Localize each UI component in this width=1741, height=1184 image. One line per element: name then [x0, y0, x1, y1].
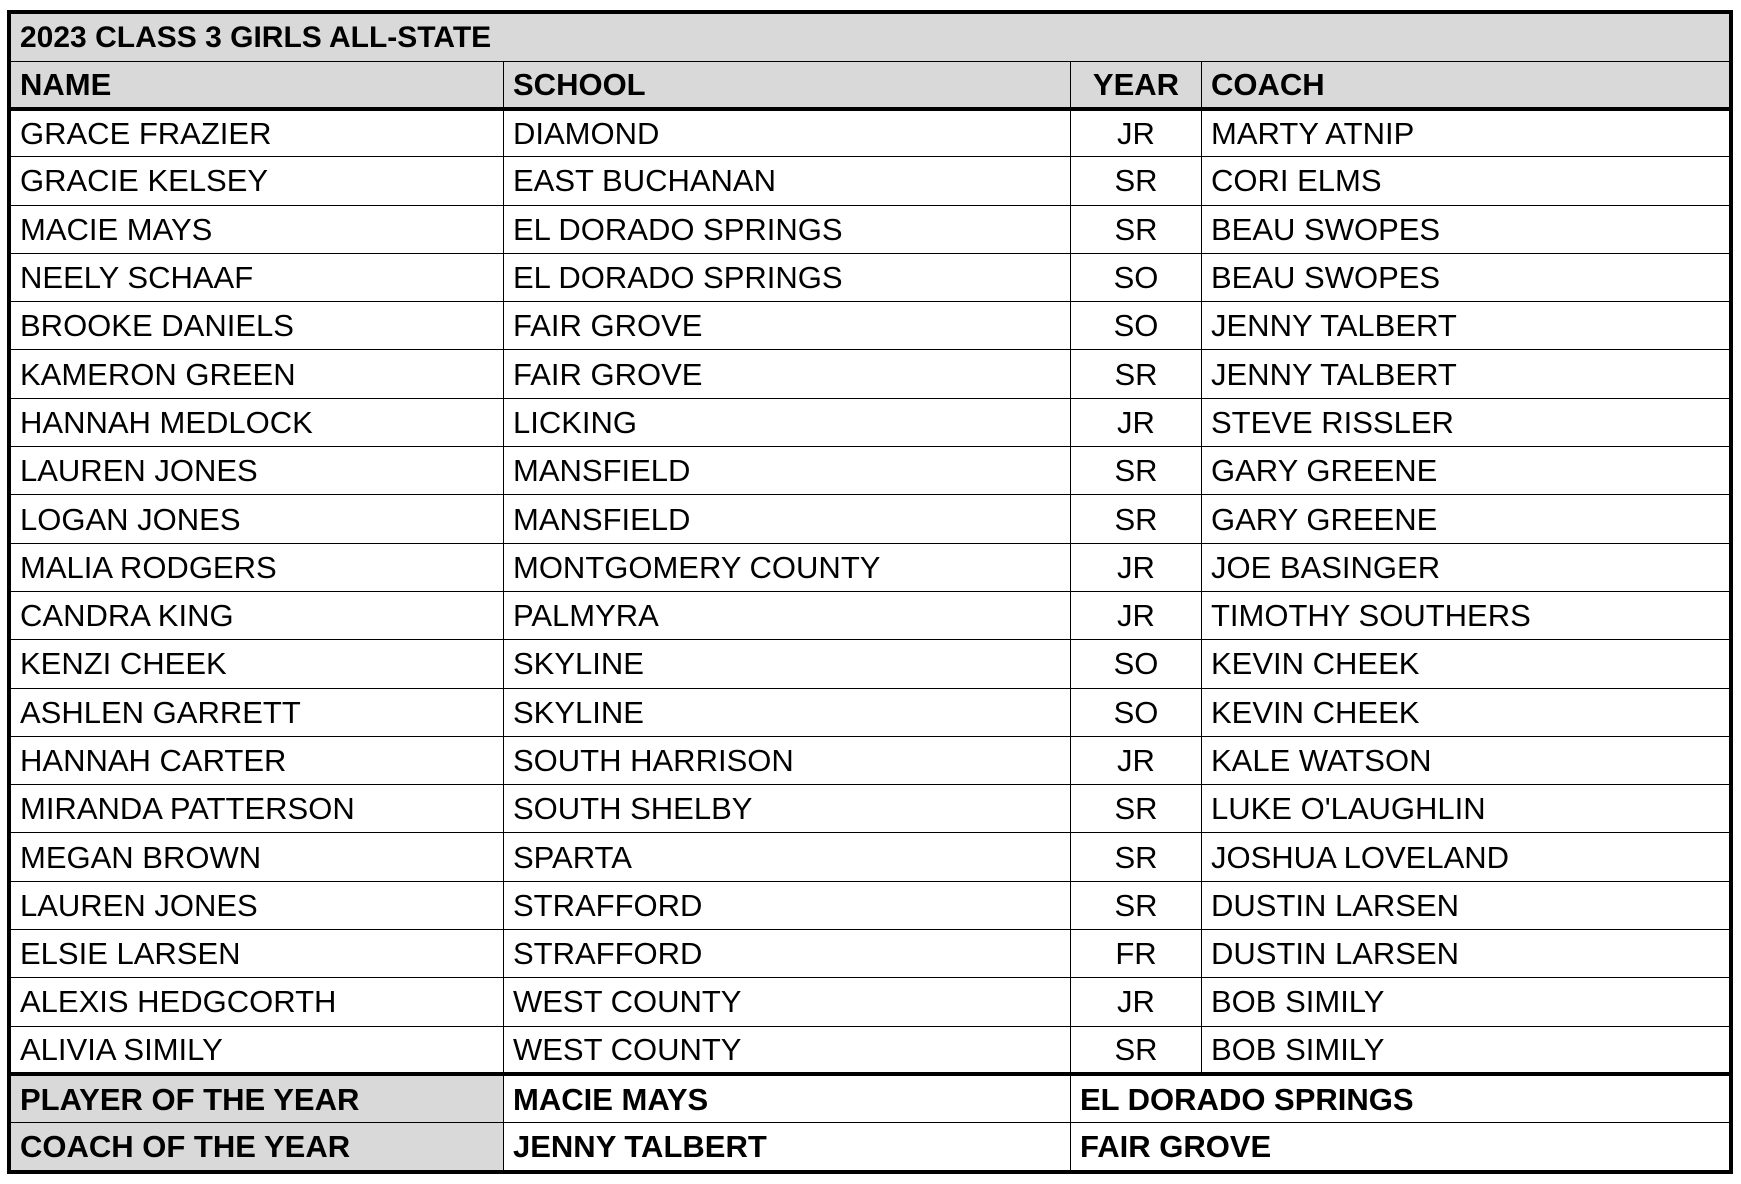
- table-title: 2023 CLASS 3 GIRLS ALL-STATE: [11, 14, 1730, 62]
- year-cell: SR: [1071, 350, 1202, 398]
- school-cell: STRAFFORD: [504, 930, 1071, 978]
- column-header-name: NAME: [11, 62, 504, 109]
- school-cell: SKYLINE: [504, 688, 1071, 736]
- table-row: [11, 109, 1730, 157]
- year-cell: JR: [1071, 736, 1202, 784]
- table-row: [11, 785, 1730, 833]
- table-row: [11, 495, 1730, 543]
- school-cell: EL DORADO SPRINGS: [504, 205, 1071, 253]
- table-row: [11, 398, 1730, 446]
- year-cell: SR: [1071, 881, 1202, 929]
- player-name-cell: KENZI CHEEK: [11, 640, 504, 688]
- year-cell: SR: [1071, 785, 1202, 833]
- player-name-cell: MEGAN BROWN: [11, 833, 504, 881]
- school-cell: MANSFIELD: [504, 495, 1071, 543]
- school-cell: LICKING: [504, 398, 1071, 446]
- table-row: [11, 253, 1730, 301]
- coach-cell: KEVIN CHEEK: [1202, 688, 1730, 736]
- school-cell: EL DORADO SPRINGS: [504, 253, 1071, 301]
- school-cell: WEST COUNTY: [504, 978, 1071, 1026]
- table-row: [11, 350, 1730, 398]
- player-name-cell: ASHLEN GARRETT: [11, 688, 504, 736]
- awards-body: [11, 1074, 1730, 1170]
- column-header-year: YEAR: [1071, 62, 1202, 109]
- school-cell: SOUTH HARRISON: [504, 736, 1071, 784]
- coach-cell: JOSHUA LOVELAND: [1202, 833, 1730, 881]
- player-name-cell: NEELY SCHAAF: [11, 253, 504, 301]
- award-label: PLAYER OF THE YEAR: [11, 1074, 504, 1122]
- school-cell: FAIR GROVE: [504, 350, 1071, 398]
- award-label: COACH OF THE YEAR: [11, 1122, 504, 1170]
- all-state-sheet: [7, 10, 1733, 1174]
- table-row: [11, 591, 1730, 639]
- title-row: [11, 14, 1730, 62]
- school-cell: DIAMOND: [504, 109, 1071, 157]
- school-cell: MONTGOMERY COUNTY: [504, 543, 1071, 591]
- school-cell: WEST COUNTY: [504, 1026, 1071, 1074]
- player-name-cell: LAUREN JONES: [11, 881, 504, 929]
- player-name-cell: HANNAH CARTER: [11, 736, 504, 784]
- coach-cell: BEAU SWOPES: [1202, 205, 1730, 253]
- coach-cell: BEAU SWOPES: [1202, 253, 1730, 301]
- year-cell: SR: [1071, 205, 1202, 253]
- year-cell: SO: [1071, 302, 1202, 350]
- table-row: [11, 543, 1730, 591]
- player-name-cell: MACIE MAYS: [11, 205, 504, 253]
- player-name-cell: HANNAH MEDLOCK: [11, 398, 504, 446]
- player-name-cell: KAMERON GREEN: [11, 350, 504, 398]
- coach-cell: JOE BASINGER: [1202, 543, 1730, 591]
- school-cell: PALMYRA: [504, 591, 1071, 639]
- player-name-cell: GRACIE KELSEY: [11, 157, 504, 205]
- coach-cell: BOB SIMILY: [1202, 978, 1730, 1026]
- column-header-school: SCHOOL: [504, 62, 1071, 109]
- year-cell: SR: [1071, 833, 1202, 881]
- roster-body: [11, 109, 1730, 1075]
- player-name-cell: LAUREN JONES: [11, 447, 504, 495]
- coach-cell: STEVE RISSLER: [1202, 398, 1730, 446]
- award-row: [11, 1122, 1730, 1170]
- coach-cell: DUSTIN LARSEN: [1202, 881, 1730, 929]
- school-cell: SOUTH SHELBY: [504, 785, 1071, 833]
- coach-cell: BOB SIMILY: [1202, 1026, 1730, 1074]
- year-cell: SR: [1071, 1026, 1202, 1074]
- school-cell: FAIR GROVE: [504, 302, 1071, 350]
- year-cell: JR: [1071, 398, 1202, 446]
- player-name-cell: ALIVIA SIMILY: [11, 1026, 504, 1074]
- table-row: [11, 157, 1730, 205]
- school-cell: MANSFIELD: [504, 447, 1071, 495]
- award-row: [11, 1074, 1730, 1122]
- year-cell: JR: [1071, 591, 1202, 639]
- coach-cell: JENNY TALBERT: [1202, 302, 1730, 350]
- table-row: [11, 688, 1730, 736]
- year-cell: SR: [1071, 447, 1202, 495]
- year-cell: JR: [1071, 978, 1202, 1026]
- year-cell: JR: [1071, 543, 1202, 591]
- coach-cell: DUSTIN LARSEN: [1202, 930, 1730, 978]
- table-row: [11, 930, 1730, 978]
- player-name-cell: GRACE FRAZIER: [11, 109, 504, 157]
- year-cell: SR: [1071, 495, 1202, 543]
- year-cell: SO: [1071, 640, 1202, 688]
- coach-cell: LUKE O'LAUGHLIN: [1202, 785, 1730, 833]
- player-name-cell: BROOKE DANIELS: [11, 302, 504, 350]
- coach-cell: KALE WATSON: [1202, 736, 1730, 784]
- table-row: [11, 1026, 1730, 1074]
- year-cell: SO: [1071, 253, 1202, 301]
- player-name-cell: CANDRA KING: [11, 591, 504, 639]
- table-row: [11, 736, 1730, 784]
- coach-cell: TIMOTHY SOUTHERS: [1202, 591, 1730, 639]
- coach-cell: MARTY ATNIP: [1202, 109, 1730, 157]
- year-cell: JR: [1071, 109, 1202, 157]
- year-cell: SR: [1071, 157, 1202, 205]
- player-name-cell: ALEXIS HEDGCORTH: [11, 978, 504, 1026]
- coach-cell: GARY GREENE: [1202, 495, 1730, 543]
- player-name-cell: ELSIE LARSEN: [11, 930, 504, 978]
- table-row: [11, 205, 1730, 253]
- coach-cell: CORI ELMS: [1202, 157, 1730, 205]
- player-name-cell: MIRANDA PATTERSON: [11, 785, 504, 833]
- table-row: [11, 640, 1730, 688]
- year-cell: FR: [1071, 930, 1202, 978]
- table-row: [11, 978, 1730, 1026]
- table-row: [11, 833, 1730, 881]
- school-cell: EAST BUCHANAN: [504, 157, 1071, 205]
- award-winner-name: JENNY TALBERT: [504, 1122, 1071, 1170]
- school-cell: SKYLINE: [504, 640, 1071, 688]
- table-row: [11, 302, 1730, 350]
- player-name-cell: LOGAN JONES: [11, 495, 504, 543]
- school-cell: SPARTA: [504, 833, 1071, 881]
- player-name-cell: MALIA RODGERS: [11, 543, 504, 591]
- table-row: [11, 881, 1730, 929]
- column-header-coach: COACH: [1202, 62, 1730, 109]
- table-row: [11, 447, 1730, 495]
- coach-cell: GARY GREENE: [1202, 447, 1730, 495]
- award-winner-school: EL DORADO SPRINGS: [1071, 1074, 1730, 1122]
- award-winner-school: FAIR GROVE: [1071, 1122, 1730, 1170]
- year-cell: SO: [1071, 688, 1202, 736]
- all-state-table: [10, 13, 1730, 1171]
- column-header-row: [11, 62, 1730, 109]
- coach-cell: JENNY TALBERT: [1202, 350, 1730, 398]
- coach-cell: KEVIN CHEEK: [1202, 640, 1730, 688]
- school-cell: STRAFFORD: [504, 881, 1071, 929]
- award-winner-name: MACIE MAYS: [504, 1074, 1071, 1122]
